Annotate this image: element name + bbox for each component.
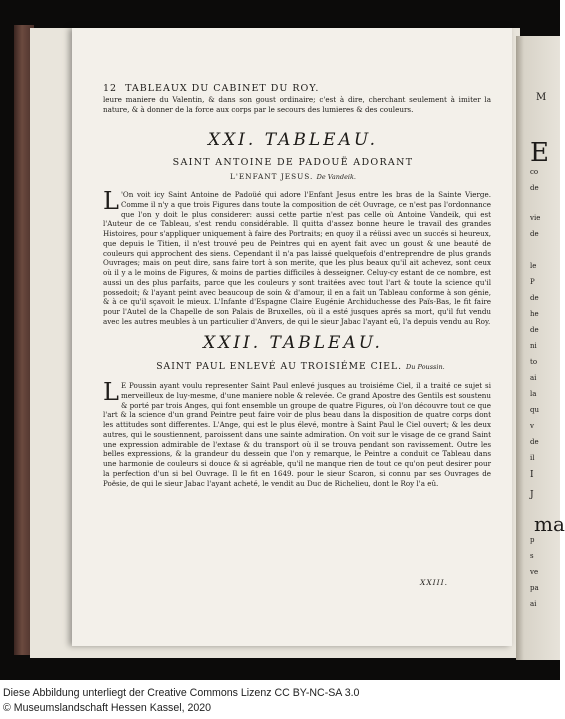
next-page-fragment: ni xyxy=(530,342,537,350)
page-number: 12 xyxy=(103,83,118,94)
next-page-fragment: qu xyxy=(530,406,539,414)
running-head-title: TABLEAUX DU CABINET DU ROY. xyxy=(125,83,320,94)
next-page-fragment: ai xyxy=(530,600,537,608)
next-page-fragment: P xyxy=(530,278,535,286)
section-subtitle xyxy=(103,361,498,372)
next-page-fragment: de xyxy=(530,184,539,192)
next-page-fragment: M xyxy=(536,92,547,103)
next-page-edge xyxy=(516,36,565,660)
next-page-fragment: il xyxy=(530,454,535,462)
section-subtitle-line2 xyxy=(73,172,513,181)
next-page-fragment: de xyxy=(530,438,539,446)
paragraph-text: E Poussin ayant voulu representer Saint Paul enlevé jusques au troisiéme Ciel, il a traité ce sujet si merveilleux de luy-mesme, d'une maniere noble & relevée. Ce grand Apostre des Gentils est soustenu & porté par trois Anges, qui font ensemble un groupe de quatre Figures, où l'on découvre tout ce que l'art & la science d'un grand Peintre peut faire voir de plus beau dans la disposition de quatre corps dont les attitudes sont differentes. L'Ange, qui est le plus élevé, montre à Saint Paul le Ciel ouvert; & les deux autres, qui le soustiennent, paroissent dans une sainte admiration. On voit sur le visage de ce grand Saint une expression admirable de l'extase & du transport où il se trouva pendant son ravissement. Outre les belles expressions, & la grandeur du dessein que l'on y remarque, le Peintre a conduit ce Tableau dans une harmonie de couleurs si douce & si agréable, qu'il ne manque rien de tout ce qu'on peut desirer pour la perfection d'un si bel Ouvrage. Il le fit en 1649. pour le sieur Scaron, si connu par ses Ouvrages de Poësie, de qui le sieur Jabac l'ayant acheté, le vendit au Duc de Richelieu, dont le Roy l'a eû. xyxy=(103,381,491,488)
attribution: Du Poussin. xyxy=(406,363,445,371)
section-paragraph xyxy=(103,378,491,488)
license-line: Diese Abbildung unterliegt der Creative Commons Lizenz CC BY-NC-SA 3.0 xyxy=(3,687,360,699)
next-page-fragment: E xyxy=(530,138,549,168)
next-page-fragment: I xyxy=(530,470,534,480)
next-page-fragment: de xyxy=(530,230,539,238)
catchword: XXIII. xyxy=(420,578,448,587)
paragraph-text: 'On voit icy Saint Antoine de Padoüé qui adore l'Enfant Jesus entre les bras de la Sainte Vierge. Comme il n'y a que trois Figures dans toute la composition de cét Ouvrage, ce n'est pas l'ordonnance que l'on y doit le plus considerer: aussi cette partie n'est pas celle où Antoine Vandeik, qui est l'Auteur de ce Tableau, s'est rendu considérable. Il quitta d'assez bonne heure le travail des grandes Histoires, pour s'appliquer uniquement à faire des Portraits; en quoy il a réüssi avec un succés si heureux, que depuis le Titien, il n'est trouvé peu de Peintres qui en ayent fait avec un goust & une beauté de couleurs qui approchent des siens. Cependant il n'a pas laissé quelquefois d'entreprendre de plus grands Ouvrages; mais on peut dire, sans faire tort à son merite, que les plus beaux qu'il ait achevez, sont ceux où il y a le moins de Figures, & moins de parties difficiles à desseigner. Celuy-cy estant de ce nombre, est aussi un des plus parfaits, parce que les couleurs y sont traitées avec tout l'art & toute la science qu'il possedoit; & l'ayant peint avec beaucoup de soin & d'amour, il en a fait un Tableau conforme à son génie, & à ce qu'il sçavoit le mieux. L'Infante d'Espagne Claire Eugénie Archiduchesse des Païs-Bas, le fit faire pour l'Autel de la Chapelle de son Palais de Bruxelles, où il a esté jusques aprés sa mort, qu'il fut vendu avec les autres meubles à un particulier d'Anvers, de qui le sieur Jabac l'ayant eû, l'a depuis vendu au Roy. xyxy=(103,190,491,326)
next-page-fragment: v xyxy=(530,422,534,430)
next-page-fragment: p xyxy=(530,536,535,544)
next-page-fragment: ma xyxy=(534,512,565,536)
drop-cap: L xyxy=(103,378,119,406)
next-page-fragment: to xyxy=(530,358,538,366)
next-page-fragment: ai xyxy=(530,374,537,382)
section-subtitle-continued: L'ENFANT JESUS. xyxy=(230,172,314,181)
section-title: XXI. TABLEAU. xyxy=(207,130,379,150)
copyright-line: © Museumslandschaft Hessen Kassel, 2020 xyxy=(3,701,212,714)
next-page-fragment: la xyxy=(530,390,537,398)
next-page-fragment: ve xyxy=(530,568,539,576)
next-page-fragment: vie xyxy=(530,214,541,222)
intro-paragraph: leure maniere du Valentin, & dans son goust ordinaire; c'est à dire, cherchant seulement à imiter la nature, & à donner de la force aux corps par le secours des lumieres & des couleurs. xyxy=(103,95,491,114)
section-subtitle-text: SAINT PAUL ENLEVÉ AU TROISIÉME CIEL. xyxy=(156,361,403,372)
running-head xyxy=(103,83,493,94)
attribution: De Vandeik. xyxy=(316,173,356,181)
section-title: XXII. TABLEAU. xyxy=(203,333,383,353)
next-page-fragment: co xyxy=(530,168,539,176)
image-caption xyxy=(3,686,359,715)
next-page-fragment: le xyxy=(530,262,537,270)
next-page-fragment: he xyxy=(530,310,539,318)
section-paragraph xyxy=(103,187,491,327)
section-subtitle: SAINT ANTOINE DE PADOUË ADORANT xyxy=(172,157,414,168)
next-page-fragment: J xyxy=(530,490,534,500)
next-page-fragment: s xyxy=(530,552,534,560)
next-page-fragment: pa xyxy=(530,584,539,592)
next-page-fragment: de xyxy=(530,294,539,302)
next-page-fragment: de xyxy=(530,326,539,334)
drop-cap: L xyxy=(103,187,119,215)
